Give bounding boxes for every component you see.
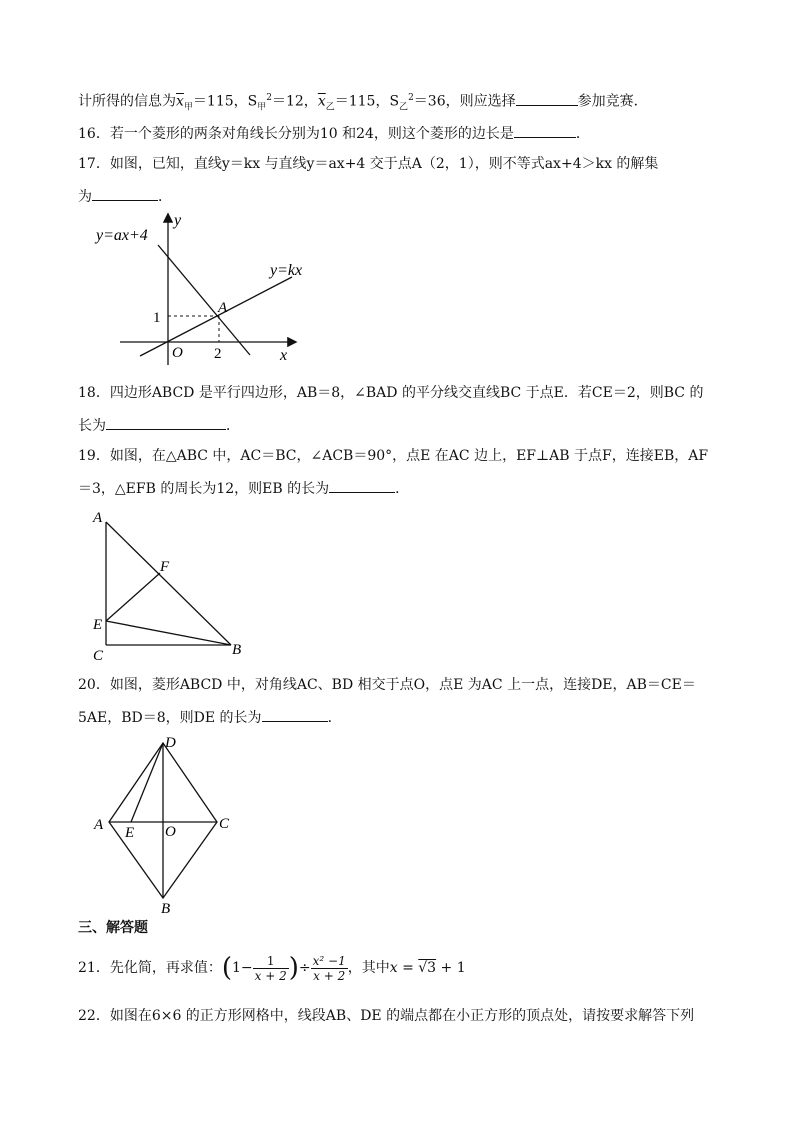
label-point-a: A: [218, 300, 228, 316]
q21-one: 1: [231, 960, 241, 976]
fraction-1-denominator: x + 2: [254, 968, 287, 983]
q18-end: ．: [226, 418, 240, 434]
label-e: E: [93, 617, 103, 633]
q15-eq1: ＝115，S: [192, 93, 258, 110]
label-ax-plus-4: y=ax+4: [96, 227, 148, 244]
label-origin: O: [172, 345, 183, 361]
q18-line2: [78, 415, 240, 436]
label-f: F: [160, 559, 170, 575]
q21-plus: + 1: [436, 960, 466, 976]
label-o: O: [165, 824, 176, 840]
label-c: C: [93, 648, 104, 664]
paren-open: (: [221, 953, 232, 983]
segment-ef: [106, 573, 160, 621]
label-y: y: [174, 212, 182, 229]
q20-end: ．: [327, 710, 342, 726]
fraction-2: [311, 954, 348, 983]
q21-mid: ，其中: [347, 960, 390, 976]
q19-line1: 19．如图，在△ABC 中，AC＝BC，∠ACB＝90°，点E 在AC 边上，EF⊥AB 于点F，连接EB，AF: [78, 448, 709, 464]
q18-line1: 18．四边形ABCD 是平行四边形，AB＝8，∠BAD 的平分线交直线BC 于点E．若CE＝2，则BC 的: [78, 385, 704, 401]
q19-answer-blank[interactable]: [329, 478, 395, 493]
s-a-sub: 甲: [257, 102, 267, 113]
q17-answer-blank[interactable]: [92, 186, 158, 201]
q15-prefix: 计所得的信息为: [78, 93, 176, 110]
q15-eq4: ＝36，则应选择: [413, 93, 516, 110]
q17-line1: 17．如图，已知，直线y＝kx 与直线y＝ax+4 交于点A（2，1），则不等式ax+4＞kx 的解集: [78, 156, 659, 172]
q17-line2: [78, 186, 172, 207]
side-ab: [106, 522, 231, 645]
label-a: A: [94, 817, 104, 833]
q21-div: ÷: [298, 960, 311, 976]
s-b-sup: 2: [408, 93, 414, 103]
label-b: B: [232, 642, 242, 658]
section-title: 三、解答题: [78, 920, 148, 936]
q20-line2: [78, 707, 342, 728]
q16-end: ．: [575, 126, 590, 142]
q16-line: [78, 123, 590, 144]
q16-answer-blank[interactable]: [514, 123, 576, 138]
q17-prefix: 为: [78, 189, 92, 205]
fraction-1-numerator: 1: [253, 954, 289, 969]
q15-answer-blank[interactable]: [516, 91, 578, 106]
q20-text: 5AE，BD＝8，则DE 的长为: [78, 710, 262, 726]
q19-figure: [88, 505, 258, 665]
q20-line1: 20．如图，菱形ABCD 中，对角线AC、BD 相交于点O，点E 为AC 上一点，连接DE，AB＝CE＝: [78, 677, 696, 693]
label-c: C: [219, 816, 230, 832]
label-a: A: [93, 510, 103, 526]
q18-answer-blank[interactable]: [106, 415, 226, 430]
q21-sqrt: √3: [418, 960, 437, 976]
q21-line: [78, 950, 466, 990]
s-a-sup: 2: [266, 93, 272, 103]
q20-figure: [88, 733, 248, 918]
xbar-a: $\overline{x}$: [176, 93, 184, 110]
q17-figure: [90, 205, 330, 370]
q15-line: [78, 88, 648, 117]
segment-eb: [106, 621, 231, 645]
q16-text: 16．若一个菱形的两条对角线长分别为10 和24，则这个菱形的边长是: [78, 126, 514, 142]
xbar-b-sub: 乙: [325, 102, 335, 113]
q21-var-x: x: [389, 960, 398, 976]
q20-answer-blank[interactable]: [262, 707, 328, 722]
line-ax-plus-4: [158, 245, 250, 355]
q19-end: ．: [395, 481, 410, 497]
fraction-2-denominator: x + 2: [313, 968, 346, 983]
q22-line: 22．如图在6×6 的正方形网格中，线段AB、DE 的端点都在小正方形的顶点处，请按要求解答下列: [78, 1008, 695, 1024]
q18-prefix: 长为: [78, 418, 106, 434]
label-kx: y=kx: [270, 262, 303, 279]
label-d: D: [165, 735, 176, 751]
paren-close: ): [288, 953, 299, 983]
label-tick-1: 1: [153, 310, 161, 326]
s-b-sub: 乙: [399, 102, 409, 113]
label-x: x: [280, 347, 288, 364]
xbar-a-sub: 甲: [183, 102, 193, 113]
q15-suffix: 参加竞赛．: [577, 93, 648, 110]
q21-prefix: 21．先化简，再求值：: [78, 960, 222, 976]
q21-minus: −: [240, 960, 253, 976]
xbar-b: $\overline{x}$: [317, 93, 326, 110]
q15-eq3: ＝115，S: [334, 93, 400, 110]
fraction-1: [253, 954, 289, 983]
q15-eq2: ＝12，: [271, 93, 318, 110]
q21-eq: =: [397, 960, 419, 976]
fraction-2-numerator: x² −1: [312, 953, 346, 968]
label-b: B: [161, 901, 171, 917]
q19-text: ＝3，△EFB 的周长为12，则EB 的长为: [78, 481, 330, 497]
q19-line2: [78, 478, 409, 499]
label-e: E: [125, 825, 135, 841]
label-tick-2: 2: [214, 346, 222, 362]
q17-end: ．: [158, 189, 172, 205]
